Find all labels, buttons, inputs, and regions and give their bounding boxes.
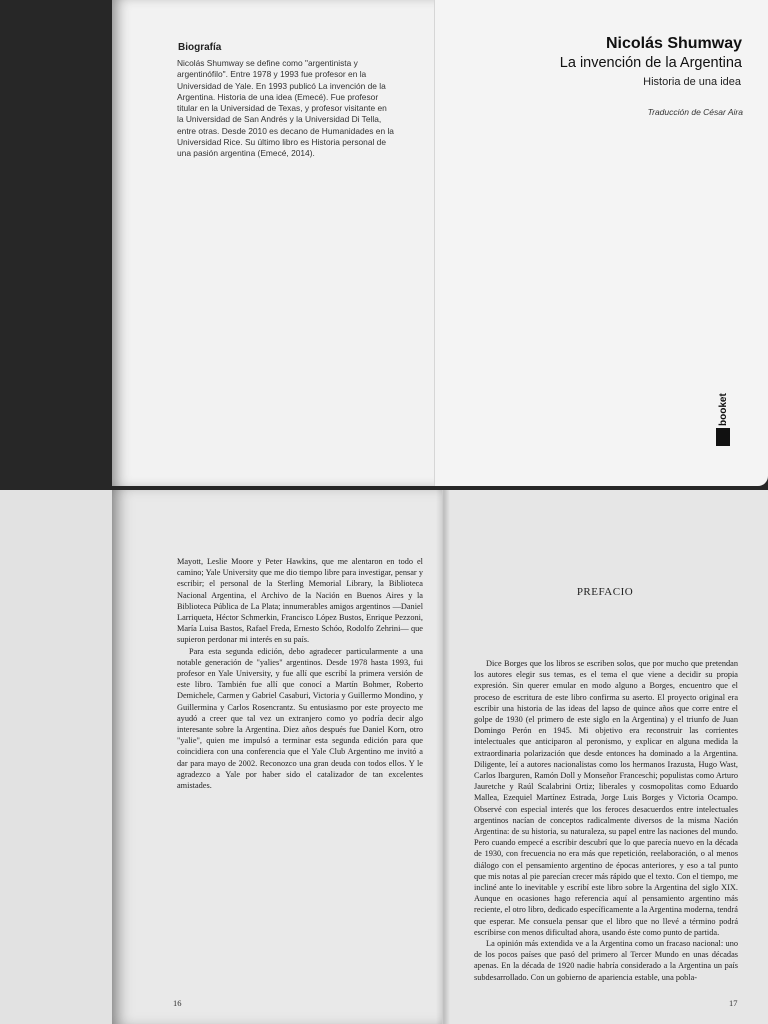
- bio-paragraph: Nicolás Shumway se define como "argentinista y argentinófilo". Entre 1978 y 1993 fue profesor en la Universidad de Yale. En 1993 publicó La invención de la Argentina. Historia de una idea (Emecé). Fue profesor titular en la Universidad de Texas, y profesor visitante en la Universidad de San Andrés y la Universidad Di Tella, entre otras. Desde 2010 es decano de Humanidades en la Universidad Rice. Su último libro es Historia personal de una pasión argentina (Emecé, 2014).: [177, 58, 394, 159]
- page-number-left: 16: [173, 998, 182, 1008]
- author-name: Nicolás Shumway: [605, 35, 742, 52]
- book-gutter: [436, 490, 450, 1024]
- page-number-right: 17: [729, 998, 738, 1008]
- book-spread: [0, 490, 768, 1024]
- acknowledgements-text: [177, 556, 423, 791]
- bio-text: [177, 58, 395, 160]
- booket-logo-icon: [716, 388, 730, 446]
- bio-heading: Biografía: [178, 42, 222, 53]
- preface-paragraph-2: La opinión más extendida ve a la Argentina como un fracaso nacional: uno de los pocos países que pasó del primero al Tercer Mundo en unas décadas apenas. En la década de 1920 nadie habría considerado a la Argentina un país subdesarrollado. Con un gobierno de apariencia estable, una pobla-: [474, 939, 738, 982]
- preface-paragraph-1: Dice Borges que los libros se escriben solos, que por mucho que pretendan los autores elegir sus temas, es el tema el que viene a decidir su propia expresión. Sin querer emular en modo alguno a Borges, encuentro que el proceso de escritura de este libro confirma su aserto. El proyecto original era escribir una historia de las ideas del lapso de quince años que corre entre el golpe de 1930 (el primero de este siglo en la Argentina) y el triunfo de Juan Domingo Perón en 1945. Mi objetivo era reconstruir las corrientes intelectuales que anticiparon al peronismo, y explicar en alguna medida la extraordinaria polarización que desde entonces ha dominado a la Argentina. Diligente, leí a autores nacionalistas como los hermanos Irazusta, Hugo Wast, Carlos Ibarguren, Ramón Doll y Monseñor Franceschi; populistas como Arturo Jauretche y Raúl Scalabrini Ortiz; liberales y cosmopolitas como Eduardo Mallea, Ezequiel Martínez Estrada, Jorge Luis Borges y Victoria Ocampo. Observé con especial interés que los feroces desacuerdos entre intelectuales argentinos nacían de conceptos radicalmente diversos de la misma Nación Argentina: de su historia, su naturaleza, su papel entre las naciones del mundo. Pero cuando empecé a escribir descubrí que lo que parecía nuevo en la década de 1930, con frecuencia no era más que repetición, reelaboración, o al menos diálogo con el pensamiento argentino de épocas anteriores, y eso a tal punto que mis notas al pie parecían crecer más rápido que el texto. Con el tiempo, me incliné ante lo inevitable y escribí este libro sobre la Argentina del siglo XIX. Aunque en ocasiones hago referencia aquí al pensamiento argentino más reciente, el otro libro, dedicado específicamente a la Argentina moderna, tendrá que esperar. Me consuela pensar que el libro que no llevé a término podrá escribirse con menos dificultad ahora, usando éste como punto de partida.: [474, 659, 738, 937]
- preface-text: [474, 658, 738, 983]
- translator-credit: Traducción de César Aira: [647, 107, 743, 117]
- cover-fold: [434, 0, 435, 486]
- chapter-heading: PREFACIO: [576, 586, 634, 598]
- book-title: La invención de la Argentina: [559, 55, 742, 71]
- booket-logo-text: booket: [718, 393, 729, 426]
- book-subtitle: Historia de una idea: [643, 76, 741, 88]
- acknowledgements-paragraph-2: Para esta segunda edición, debo agradecer particularmente a una notable generación de "yalies" argentinos. Desde 1978 hasta 1993, fui profesor en Yale University, y fue allí que escribí la primera versión de este libro. También fue allí que conocí a Martín Bohmer, Roberto Demichele, Carmen y Gabriel Casaburi, Victoria y Guillermo Mondino, y Guillermina y Carlos Rosencrantz. Su entusiasmo por este proyecto me ayudó a creer que tal vez un extranjero como yo podría decir algo interesante sobre la Argentina. Diez años después fue Daniel Korn, otro "yalie", quien me impulsó a terminar esta segunda edición para que coincidiera con una conferencia que el Yale Club Argentino me invitó a dar para mayo de 2002. Reconozco una gran deuda con todos ellos. Y le agradezco a Yale por haber sido el catalizador de tan excelentes amistades.: [177, 646, 423, 791]
- acknowledgements-paragraph-1: Mayott, Leslie Moore y Peter Hawkins, que me alentaron en todo el camino; Yale University que me dio tiempo libre para investigar, pensar y escribir; el personal de la Sterling Memorial Library, la Biblioteca Nacional Argentina, el Archivo de la Nación en Buenos Aires y la Biblioteca Pública de La Plata; innumerables amigos argentinos —Daniel Larriqueta, Héctor Schmerkin, Francisco López Bustos, Enrique Pezzoni, María Luisa Bastos, Rafael Freda, Ernesto Schóo, Rodolfo Zehrini— que supieron perdonar mi interés en su país.: [177, 557, 423, 645]
- cover-spread: [0, 0, 768, 490]
